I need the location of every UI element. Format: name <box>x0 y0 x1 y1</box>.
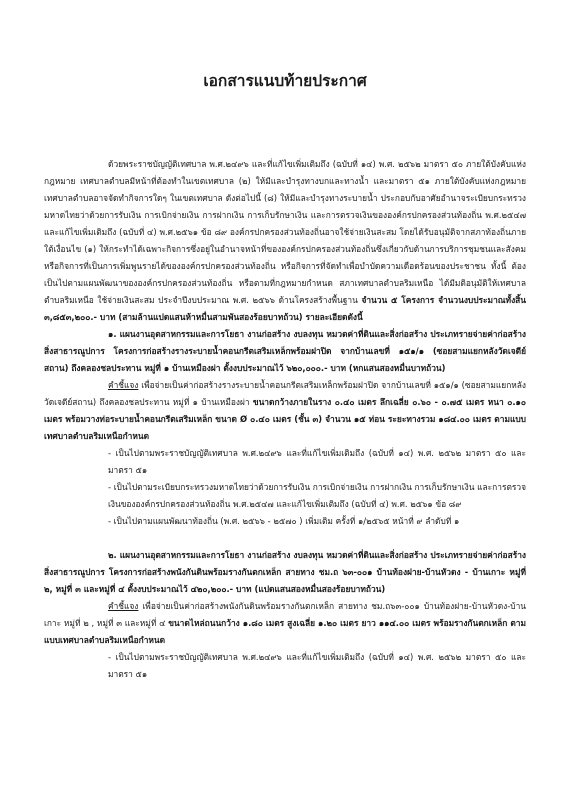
item-1-note <box>44 377 526 445</box>
item-2-note-text: เพื่อจ่ายเป็นค่าก่อสร้างพนังกันดินพร้อมรางกันตกเหล็ก สายทาง ชม.ถ๖๓-๐๐๑ บ้านท้องฝาย-บ้านหัวดง-บ้านเกาะ หมู่ที่ ๒ , หมู่ที่ ๓ และหมู่ที่ ๔ <box>44 601 526 628</box>
item-2-note-label: คำชี้แจง <box>108 601 139 611</box>
item-1-note-text: เพื่อจ่ายเป็นค่าก่อสร้างรางระบายน้ำคอนกรีตเสริมเหล็กพร้อมฝาปิด จากบ้านเลขที่ ๑๕๑/๑ (ซอยสามแยกหลังวัดเจดีย์สถาน) ถึงคลองชลประทาน หมู่ที่ ๑ บ้านเหมืองผ่า <box>44 380 527 407</box>
item-2-note-spec: ขนาดไหล่ถนนกว้าง ๑.๘๐ เมตร สูงเฉลี่ย ๑.๒๐ เมตร ยาว ๑๑๔.๐๐ เมตร พร้อมรางกันตกเหล็ก ตามแบบเทศบาลตำบลริมเหนือกำหนด <box>44 618 526 645</box>
item-2-note <box>44 598 526 649</box>
item-1-bullet: - เป็นไปตามแผนพัฒนาท้องถิ่น (พ.ศ. ๒๕๖๖ - ๒๕๗๐ ) เพิ่มเติม ครั้งที่ ๑/๒๕๖๕ หน้าที่ ๙ ลำดับที่ ๑ <box>108 516 460 526</box>
item-1-bullet: - เป็นไปตามพระราชบัญญัติเทศบาล พ.ศ.๒๔๙๖ และที่แก้ไขเพิ่มเติมถึง (ฉบับที่ ๑๔) พ.ศ. ๒๕๖๒ มาตรา ๕๐ และมาตรา ๕๑ <box>108 448 526 475</box>
document-title: เอกสารแนบท้ายประกาศ <box>203 72 367 90</box>
document-body <box>44 156 526 683</box>
item-1-note-label: คำชี้แจง <box>108 380 139 390</box>
item-1-bullet: - เป็นไปตามระเบียบกระทรวงมหาดไทยว่าด้วยการรับเงิน การเบิกจ่ายเงิน การฝากเงิน การเก็บรักษาเงิน และการตรวจเงินขององค์กรปกครองส่วนท้องถิ่น พ.ศ.๒๕๔๗ และแก้ไขเพิ่มเติมถึง (ฉบับที่ ๔) พ.ศ. ๒๕๖๑ ข้อ ๘๙ <box>108 482 526 509</box>
item-1-heading: ๑. แผนงานอุตสาหกรรมและการโยธา งานก่อสร้าง งบลงทุน หมวดค่าที่ดินและสิ่งก่อสร้าง ประเภทรายจ่ายค่าก่อสร้างสิ่งสาธารณูปการ โครงการก่อสร้างรางระบายน้ำคอนกรีตเสริมเหล็กพร้อมฝาปิด จากบ้านเลขที่ ๑๕๑/๑ (ซอยสามแยกหลังวัดเจดีย์สถาน) ถึงคลองชลประทาน หมู่ที่ ๑ บ้านเหมืองผ่า ตั้งงบประมาณไว้ ๖๒๐,๐๐๐.- บาท (หกแสนสองหมื่นบาทถ้วน) <box>44 329 526 373</box>
item-2-bullet: - เป็นไปตามพระราชบัญญัติเทศบาล พ.ศ.๒๔๙๖ และที่แก้ไขเพิ่มเติมถึง (ฉบับที่ ๑๔) พ.ศ. ๒๕๖๒ มาตรา ๕๐ และมาตรา ๕๑ <box>108 652 526 679</box>
intro-text: ด้วยพระราชบัญญัติเทศบาล พ.ศ.๒๔๙๖ และที่แก้ไขเพิ่มเติมถึง (ฉบับที่ ๑๔) พ.ศ. ๒๕๖๒ มาตรา ๕๐ ภายใต้บังคับแห่งกฎหมาย เทศบาลตำบลมีหน้าที่ต้องทำในเขตเทศบาล (๒) ให้มีและบำรุงทางบกและทางน้ำ และมาตรา ๕๑ ภายใต้บังคับแห่งกฎหมาย เทศบาลตำบลอาจจัดทำกิจการใดๆ ในเขตเทศบาล ดังต่อไปนี้ (๘) ให้มีและบำรุงทางระบายน้ำ ประกอบกับอาศัยอำนาจระเบียบกระทรวงมหาดไทยว่าด้วยการรับเงิน การเบิกจ่ายเงิน การฝากเงิน การเก็บรักษาเงิน และการตรวจเงินขององค์กรปกครองส่วนท้องถิ่น พ.ศ.๒๕๔๗ และแก้ไขเพิ่มเติมถึง (ฉบับที่ ๔) พ.ศ.๒๕๖๑ ข้อ ๘๙ องค์กรปกครองส่วนท้องถิ่นอาจใช้จ่ายเงินสะสม โดยได้รับอนุมัติจากสภาท้องถิ่นภายใต้เงื่อนไข (๑) ให้กระทำได้เฉพาะกิจการซึ่งอยู่ในอำนาจหน้าที่ขององค์กรปกครองส่วนท้องถิ่นซึ่งเกี่ยวกับด้านการบริการชุมชนและสังคม หรือกิจการที่เป็นการเพิ่มพูนรายได้ขององค์กรปกครองส่วนท้องถิ่น หรือกิจการที่จัดทำเพื่อบำบัดความเดือดร้อนของประชาชน ทั้งนี้ ต้องเป็นไปตามแผนพัฒนาขององค์กรปกครองส่วนท้องถิ่น หรือตามที่กฎหมายกำหนด สภาเทศบาลตำบลริมเหนือ ได้มีมติอนุมัติให้เทศบาลตำบลริมเหนือ ใช้จ่ายเงินสะสม ประจำปีงบประมาณ พ.ศ. ๒๕๖๖ ด้านโครงสร้างพื้นฐาน <box>44 159 526 305</box>
section-spacer <box>44 530 526 547</box>
intro-paragraph <box>44 156 526 326</box>
item-2-heading: ๒. แผนงานอุตสาหกรรมและการโยธา งานก่อสร้าง งบลงทุน หมวดค่าที่ดินและสิ่งก่อสร้าง ประเภทรายจ่ายค่าก่อสร้างสิ่งสาธารณูปการ โครงการก่อสร้างพนังกันดินพร้อมรางกันตกเหล็ก สายทาง ชม.ถ ๖๓-๐๐๑ บ้านท้องฝาย-บ้านหัวดง - บ้านเกาะ หมู่ที่ ๒, หมู่ที่ ๓ และหมู่ที่ ๔ ตั้งงบประมาณไว้ ๔๒๐,๒๐๐.- บาท (แปดแสนสองหมื่นสองร้อยบาทถ้วน) <box>44 550 526 594</box>
item-1-note-spec: ขนาดกว้างภายในราง ๐.๔๐ เมตร ลึกเฉลี่ย ๐.๖๐ - ๐.๗๕ เมตร หนา ๐.๑๐ เมตร พร้อมวางท่อระบายน้ำคอนกรีตเสริมเหล็ก ขนาด Ø ๐.๔๐ เมตร (ชั้น ๓) จำนวน ๑๕ ท่อน ระยะทางรวม ๑๘๔.๐๐ เมตร ตามแบบเทศบาลตำบลริมเหนือกำหนด <box>44 397 526 441</box>
intro-summary: จำนวน ๕ โครงการ จำนวนงบประมาณทั้งสิ้น ๓,๘๕๓,๒๐๐.- บาท (สามล้านแปดแสนห้าหมื่นสามพันสองร้อยบาทถ้วน) รายละเอียดดังนี้ <box>44 295 526 322</box>
